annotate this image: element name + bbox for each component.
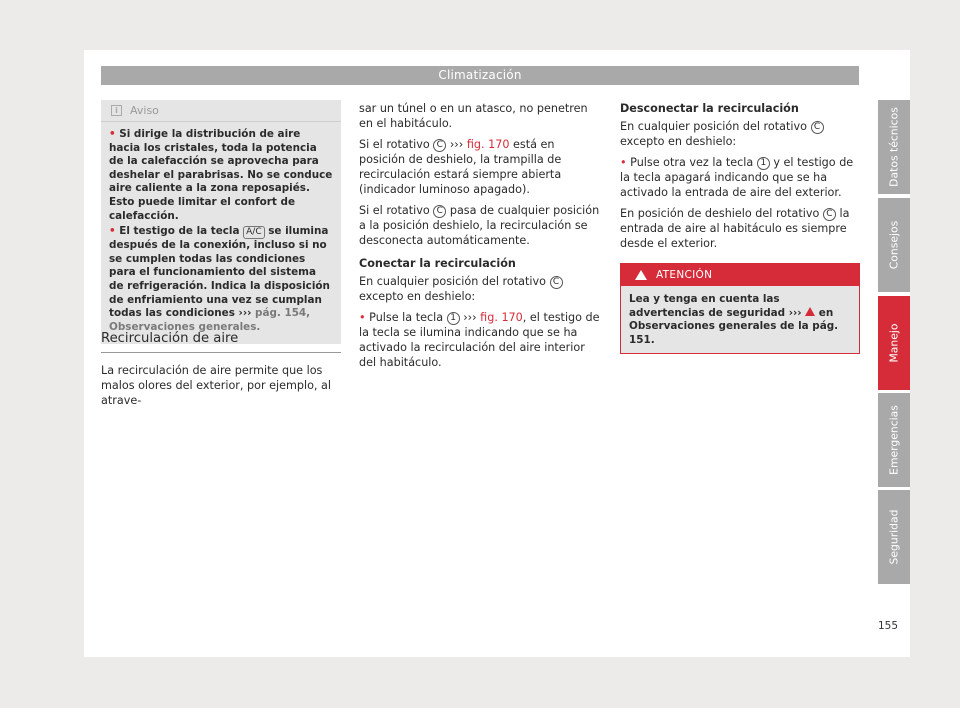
fig-ref-link[interactable]: fig. 170	[476, 311, 523, 324]
paragraph: En cualquier posición del rotativo C excepto en deshielo:	[620, 119, 860, 149]
button-1-icon: 1	[757, 157, 770, 170]
page-ref-link[interactable]: pág. 154, Observaciones generales.	[109, 307, 311, 333]
paragraph: En cualquier posición del rotativo C excepto en deshielo:	[359, 274, 602, 304]
section-title: Recirculación de aire	[101, 331, 341, 353]
info-icon: i	[111, 105, 122, 116]
chapter-header: Climatización	[101, 66, 859, 85]
control-c-icon: C	[811, 121, 824, 134]
aviso-item: • Si dirige la distribución de aire hacia los cristales, toda la potencia de la calefacción se aprovecha para deshelar el parabrisas. No se conduce aire caliente a la zona reposapiés. Esto puede limitar el confort de calefacción.	[109, 128, 333, 222]
atencion-box	[620, 263, 860, 354]
control-c-icon: C	[433, 205, 446, 218]
paragraph: Si el rotativo C ››› fig. 170 está en posición de deshielo, la trampilla de recirculación estará siempre abierta (indicador luminoso apagado).	[359, 138, 562, 196]
bullet-icon: •	[359, 311, 370, 324]
section-intro: La recirculación de aire permite que los malos olores del exterior, por ejemplo, al atrave-	[101, 364, 332, 407]
aviso-item: • El testigo de la tecla A/C se ilumina después de la conexión, incluso si no se cumplen todas las condiciones para el funcionamiento del sistema de refrigeración. Indica la disposición de enfriamiento una vez se cumplan todas las condiciones ››› pág. 154, Observaciones generales.	[109, 225, 330, 333]
paragraph: • Pulse otra vez la tecla 1 y el testigo de la tecla apagará indicando que se ha activado la entrada de aire del exterior.	[620, 156, 854, 199]
bullet-icon: •	[620, 156, 631, 169]
bullet-icon: •	[109, 225, 120, 238]
control-c-icon: C	[550, 276, 563, 289]
button-1-icon: 1	[447, 312, 460, 325]
tab-consejos[interactable]: Consejos	[878, 198, 910, 292]
page-number: 155	[878, 620, 899, 632]
column-right	[620, 101, 860, 354]
fig-ref-link[interactable]: fig. 170	[463, 138, 510, 151]
paragraph: sar un túnel o en un atasco, no penetren en el habitáculo.	[359, 102, 588, 130]
aviso-label: Aviso	[130, 104, 159, 117]
subheading: Conectar la recirculación	[359, 257, 516, 270]
tab-emergencias[interactable]: Emergencias	[878, 393, 910, 487]
control-c-icon: C	[433, 139, 446, 152]
atencion-header	[621, 264, 859, 286]
column-middle	[359, 101, 602, 376]
tab-manejo[interactable]: Manejo	[878, 296, 910, 390]
paragraph: En posición de deshielo del rotativo C la entrada de aire al habitáculo es siempre desde el exterior.	[620, 207, 850, 250]
aviso-header	[101, 100, 341, 122]
ac-key-icon: A/C	[243, 226, 264, 239]
aviso-box	[101, 100, 341, 344]
column-left	[101, 100, 341, 344]
subheading: Desconectar la recirculación	[620, 102, 799, 115]
paragraph: Si el rotativo C pasa de cualquier posición a la posición deshielo, la recirculación se desconecta automáticamente.	[359, 204, 600, 247]
page-ref-link[interactable]: en Observaciones generales de la pág. 151.	[629, 306, 839, 346]
tab-seguridad[interactable]: Seguridad	[878, 490, 910, 584]
control-c-icon: C	[823, 208, 836, 221]
aviso-body	[101, 122, 341, 334]
bullet-icon: •	[109, 128, 120, 140]
paragraph: • Pulse la tecla 1 ››› fig. 170, el testigo de la tecla se ilumina indicando que se ha activado la recirculación del aire interior del habitáculo.	[359, 311, 600, 369]
warning-icon	[635, 270, 647, 280]
warning-icon	[805, 307, 815, 316]
atencion-body: Lea y tenga en cuenta las advertencias de seguridad ››› en Observaciones generales de la pág. 151.	[621, 286, 859, 353]
tab-datos-tecnicos[interactable]: Datos técnicos	[878, 100, 910, 194]
atencion-label: ATENCIÓN	[656, 268, 713, 281]
